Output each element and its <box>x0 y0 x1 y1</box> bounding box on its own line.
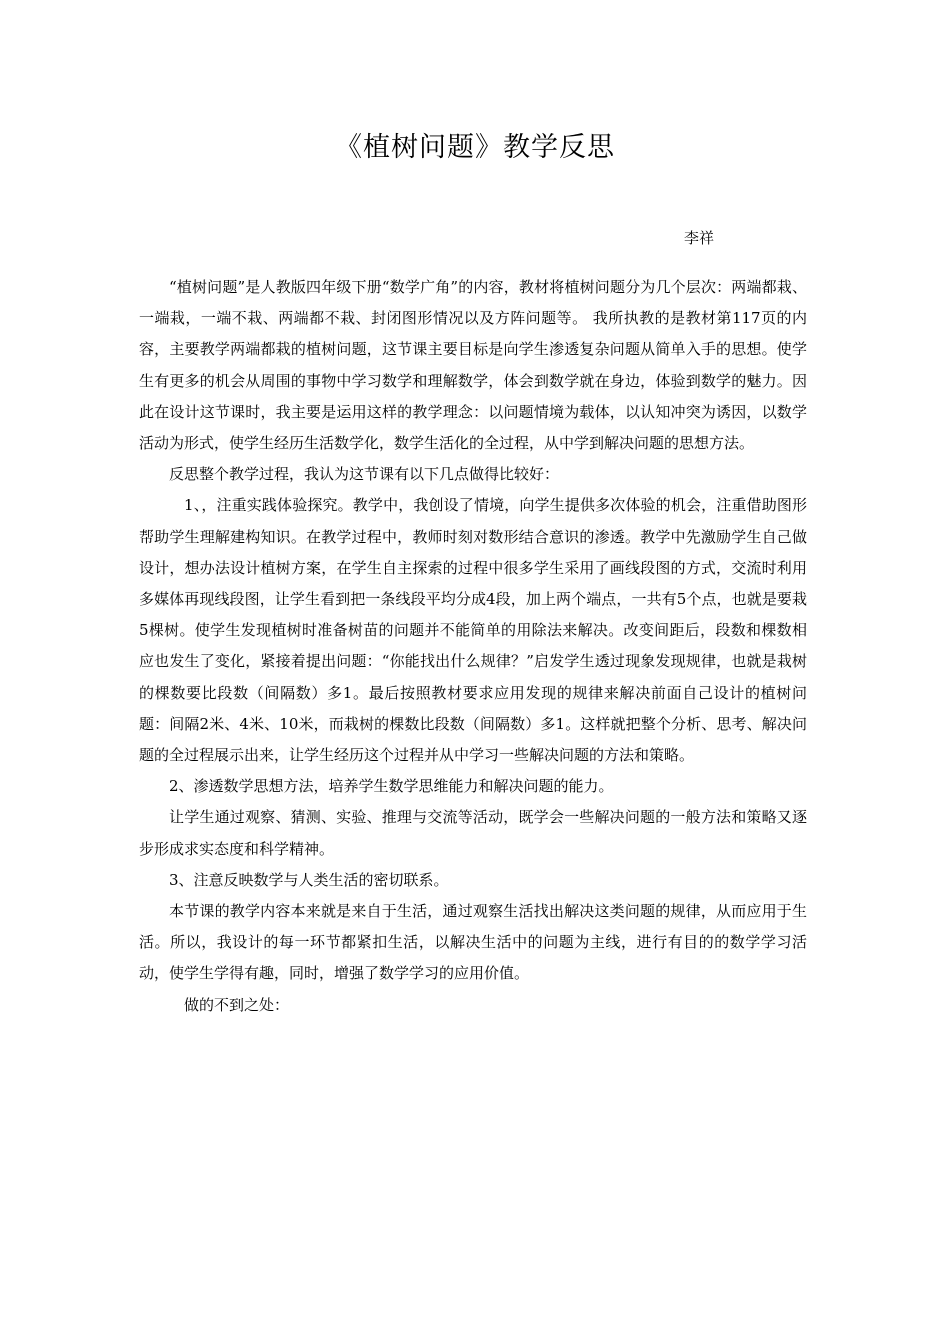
paragraph-point-1: 1、，注重实践体验探究。教学中，我创设了情境，向学生提供多次体验的机会，注重借助图形帮助学生理解建构知识。在教学过程中，教师时刻对数形结合意识的渗透。教学中先激励学生自己做设计，想办法设计植树方案，在学生自主探索的过程中很多学生采用了画线段图的方式，交流时利用多媒体再现线段图，让学生看到把一条线段平均分成4段，加上两个端点，一共有5个点，也就是要栽5棵树。使学生发现植树时准备树苗的问题并不能简单的用除法来解决。改变间距后，段数和棵数相应也发生了变化，紧接着提出问题：“你能找出什么规律？”启发学生透过现象发现规律，也就是栽树的棵数要比段数（间隔数）多1。最后按照教材要求应用发现的规律来解决前面自己设计的植树问题：间隔2米、4米、10米，而栽树的棵数比段数（间隔数）多1。这样就把整个分析、思考、解决问题的全过程展示出来，让学生经历这个过程并从中学习一些解决问题的方法和策略。 <box>139 496 807 765</box>
paragraph-point-2-body: 让学生通过观察、猜测、实验、推理与交流等活动，既学会一些解决问题的一般方法和策略又逐步形成求实态度和科学精神。 <box>139 808 807 858</box>
paragraph-point-2-heading: 2、渗透数学思想方法，培养学生数学思维能力和解决问题的能力。 <box>169 777 614 796</box>
document-body <box>139 272 807 1021</box>
paragraph-reflection-lead: 反思整个教学过程，我认为这节课有以下几点做得比较好： <box>169 465 560 484</box>
document-title: 《植树问题》教学反思 <box>335 132 615 163</box>
paragraph-point-3-body: 本节课的教学内容本来就是来自于生活，通过观察生活找出解决这类问题的规律，从而应用于生活。所以，我设计的每一环节都紧扣生活，以解决生活中的问题为主线，进行有目的的数学学习活动，使学生学得有趣，同时，增强了数学学习的应用价值。 <box>139 902 807 983</box>
paragraph-intro: “植树问题”是人教版四年级下册“数学广角”的内容，教材将植树问题分为几个层次：两端都栽、一端栽，一端不栽、两端都不栽、封闭图形情况以及方阵问题等。 我所执教的是教材第117页的内容，主要教学两端都栽的植树问题，这节课主要目标是向学生渗透复杂问题从简单入手的思想。使学生有更多的机会从周围的事物中学习数学和理解数学，体会到数学就在身边，体验到数学的魅力。因此在设计这节课时，我主要是运用这样的教学理念：以问题情境为载体，以认知冲突为诱因，以数学活动为形式，使学生经历生活数学化，数学生活化的全过程，从中学到解决问题的思想方法。 <box>139 278 807 453</box>
paragraph-shortcomings-heading: 做的不到之处： <box>184 995 290 1014</box>
author-name: 李祥 <box>684 229 715 247</box>
paragraph-point-3-heading: 3、注意反映数学与人类生活的密切联系。 <box>169 870 449 889</box>
